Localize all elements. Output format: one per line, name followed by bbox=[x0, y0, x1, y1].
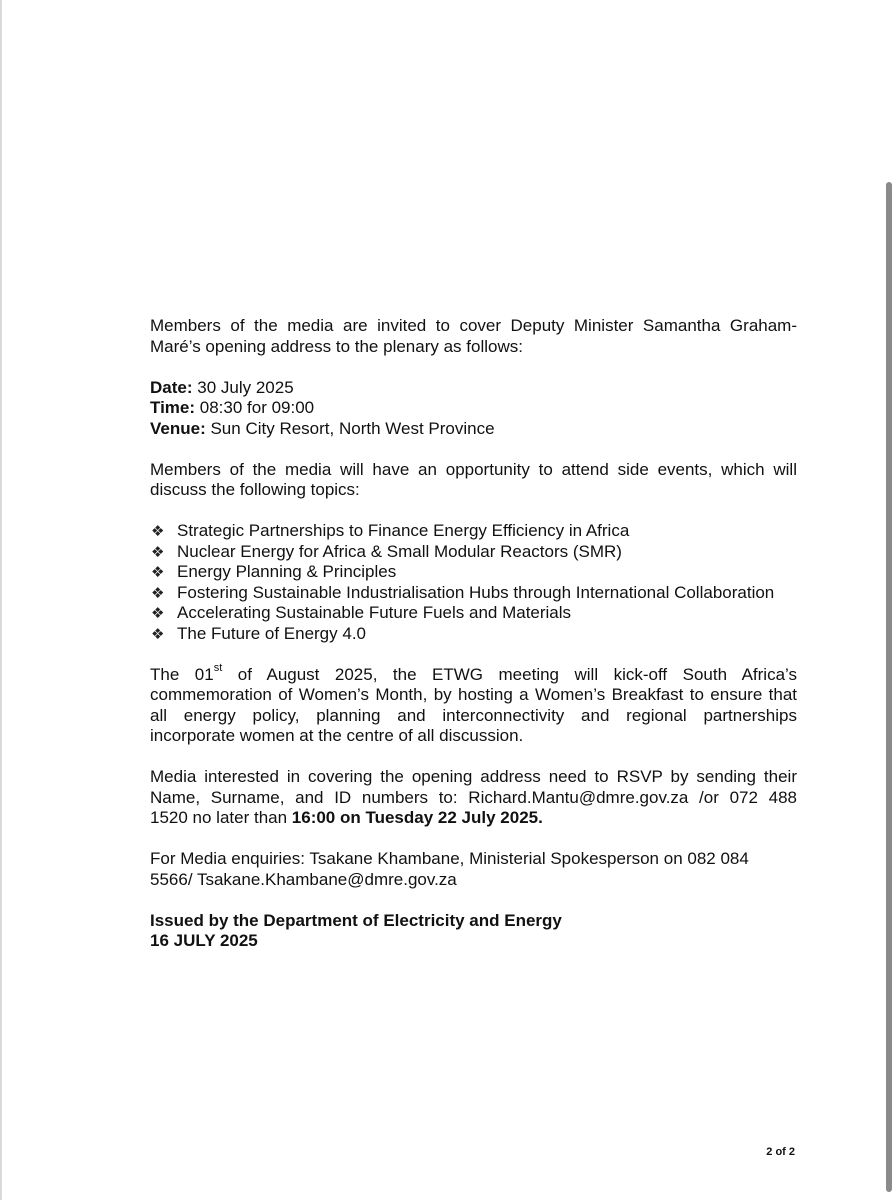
intro-paragraph bbox=[150, 316, 797, 357]
list-item bbox=[150, 624, 797, 645]
topics-list bbox=[150, 521, 797, 644]
womens-month-line: all energy policy, planning and interconnectivity and regional partnerships bbox=[150, 705, 797, 725]
womens-month-line: commemoration of Women’s Month, by hosting a Women’s Breakfast to ensure that bbox=[150, 685, 797, 704]
issued-by: Issued by the Department of Electricity and Energy bbox=[150, 910, 562, 930]
womens-month-line: incorporate women at the centre of all discussion. bbox=[150, 726, 524, 745]
rsvp-line: Media interested in covering the opening address need to RSVP by sending their bbox=[150, 767, 797, 786]
topic-text: Accelerating Sustainable Future Fuels and Materials bbox=[177, 603, 572, 622]
diamond-bullet-icon: ❖ bbox=[151, 583, 165, 602]
venue-value: Sun City Resort, North West Province bbox=[205, 418, 495, 438]
time-label: Time: bbox=[150, 398, 196, 417]
diamond-bullet-icon: ❖ bbox=[151, 624, 165, 643]
enquiries-line: For Media enquiries: Tsakane Khambane, Ministerial Spokesperson on 082 084 bbox=[150, 849, 749, 868]
date-label: Date: bbox=[150, 377, 193, 397]
list-item bbox=[150, 603, 797, 624]
diamond-bullet-icon: ❖ bbox=[151, 604, 165, 622]
page-number: 2 of 2 bbox=[766, 1146, 795, 1158]
womens-month-line: The 01st of August 2025, the ETWG meeting will kick-off South Africa’s bbox=[150, 661, 798, 684]
rsvp-line: Name, Surname, and ID numbers to: Richard.Mantu@dmre.gov.za /or 072 488 bbox=[150, 787, 797, 807]
enquiries-line: 5566/ Tsakane.Khambane@dmre.gov.za bbox=[150, 869, 457, 889]
rsvp-line: 1520 no later than 16:00 on Tuesday 22 July 2025. bbox=[150, 808, 543, 827]
list-item bbox=[150, 521, 797, 542]
topic-text: Nuclear Energy for Africa & Small Modular Reactors (SMR) bbox=[177, 541, 622, 561]
womens-month-paragraph bbox=[150, 661, 798, 747]
diamond-bullet-icon: ❖ bbox=[151, 522, 165, 540]
intro-line: Maré’s opening address to the plenary as follows: bbox=[150, 336, 523, 356]
enquiries-paragraph bbox=[150, 849, 797, 890]
diamond-bullet-icon: ❖ bbox=[151, 563, 165, 581]
press-release-body bbox=[150, 316, 797, 952]
rsvp-deadline: 16:00 on Tuesday 22 July 2025. bbox=[291, 808, 543, 827]
time-row bbox=[150, 398, 797, 419]
topic-text: Strategic Partnerships to Finance Energy Efficiency in Africa bbox=[177, 521, 630, 540]
time-value: 08:30 for 09:00 bbox=[195, 398, 315, 417]
venue-row bbox=[150, 419, 797, 440]
rsvp-paragraph bbox=[150, 767, 797, 829]
issued-by-block bbox=[150, 911, 797, 952]
topic-text: Fostering Sustainable Industrialisation Hubs through International Collaboration bbox=[177, 582, 775, 602]
date-value: 30 July 2025 bbox=[192, 377, 294, 397]
venue-label: Venue: bbox=[150, 418, 206, 438]
topic-text: The Future of Energy 4.0 bbox=[177, 623, 366, 643]
side-events-paragraph bbox=[150, 460, 797, 501]
scrollbar[interactable] bbox=[886, 182, 892, 1192]
event-details bbox=[150, 378, 797, 440]
diamond-bullet-icon: ❖ bbox=[151, 542, 165, 561]
list-item bbox=[150, 583, 797, 604]
list-item bbox=[150, 562, 797, 583]
side-events-line: Members of the media will have an opportunity to attend side events, which will bbox=[150, 459, 797, 479]
topic-text: Energy Planning & Principles bbox=[177, 562, 397, 581]
intro-line: Members of the media are invited to cover Deputy Minister Samantha Graham- bbox=[150, 316, 797, 335]
list-item bbox=[150, 542, 797, 563]
side-events-line: discuss the following topics: bbox=[150, 480, 360, 499]
issue-date: 16 JULY 2025 bbox=[150, 931, 258, 950]
date-row bbox=[150, 378, 797, 399]
